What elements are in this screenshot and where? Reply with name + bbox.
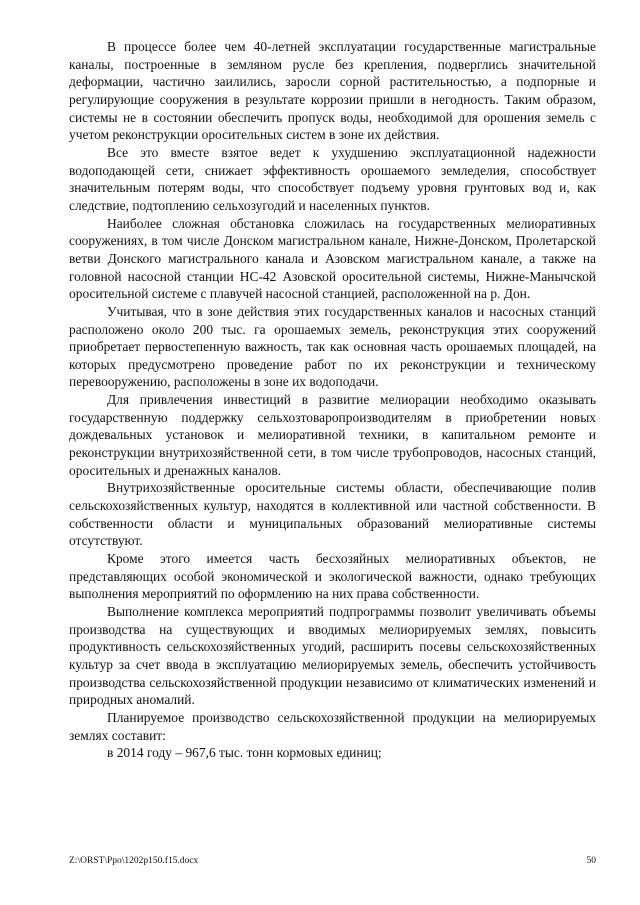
paragraph: в 2014 году – 967,6 тыс. тонн кормовых единиц; — [107, 745, 382, 761]
footer-file-path: Z:\ORST\Ppo\1202p150.f15.docx — [69, 856, 199, 866]
paragraph: Все это вместе взятое ведет к ухудшению эксплуатационной надежности водоподающей сети, снижает эффективность орошаемого земледелия, способствует значительным потерям воды, что способствует подъему уровня грунтовых вод и, как следствие, подтоплению сельхозугодий и населенных пунктов. — [69, 144, 596, 213]
page-number: 50 — [586, 856, 596, 866]
paragraph: В процессе более чем 40-летней эксплуатации государственные магистральные каналы, построенные в земляном русле без крепления, подверглись значительной деформации, частично заилились, заросли сорной растительностью, а подпорные и регулирующие сооружения в результате коррозии пришли в негодность. Таким образом, системы не в состоянии обеспечить пропуск воды, необходимой для орошения земель с учетом реконструкции оросительных систем в зоне их действия. — [69, 39, 596, 143]
paragraph: Выполнение комплекса мероприятий подпрограммы позволит увеличивать объемы производства на существующих и вводимых мелиорируемых землях, повысить продуктивность сельскохозяйственных угодий, расширить посевы сельскохозяйственных культур за счет ввода в эксплуатацию мелиорируемых земель, обеспечить устойчивость производства сельскохозяйственной продукции независимо от климатических изменений и природных аномалий. — [69, 604, 596, 708]
paragraph: Для привлечения инвестиций в развитие мелиорации необходимо оказывать государственную поддержку сельхозтоваропроизводителям в приобретении новых дождевальных установок и мелиоративной техники, в капитальном ремонте и реконструкции внутрихозяйственной сети, в том числе трубопроводов, насосных станций, оросительных и дренажных каналов. — [69, 392, 596, 478]
paragraph: Кроме этого имеется часть бесхозяйных мелиоративных объектов, не представляющих особой экономической и экологической важности, однако требующих выполнения мероприятий по оформлению на них права собственности. — [69, 551, 596, 602]
paragraph: Учитывая, что в зоне действия этих государственных каналов и насосных станций расположено около 200 тыс. га орошаемых земель, реконструкция этих сооружений приобретает первостепенную важность, так как основная часть орошаемых площадей, на которых предусмотрено проведение работ по их реконструкции и техническому перевооружению, расположены в зоне их водоподачи. — [69, 303, 596, 390]
document-body — [69, 38, 596, 762]
paragraph: Планируемое производство сельскохозяйственной продукции на мелиорируемых землях составит: — [69, 709, 596, 743]
paragraph: Внутрихозяйственные оросительные системы области, обеспечивающие полив сельскохозяйственных культур, находятся в коллективной или частной собственности. В собственности области и муниципальных образований мелиоративные системы отсутствуют. — [69, 480, 596, 549]
paragraph: Наиболее сложная обстановка сложилась на государственных мелиоративных сооружениях, в том числе Донском магистральном канале, Нижне-Донском, Пролетарской ветви Донского магистрального канала и Азовском магистральном канале, а также на головной насосной станции НС-42 Азовской оросительной системы, Нижне-Манычской оросительной системе с плавучей насосной станцией, расположенной на р. Дон. — [69, 215, 596, 302]
